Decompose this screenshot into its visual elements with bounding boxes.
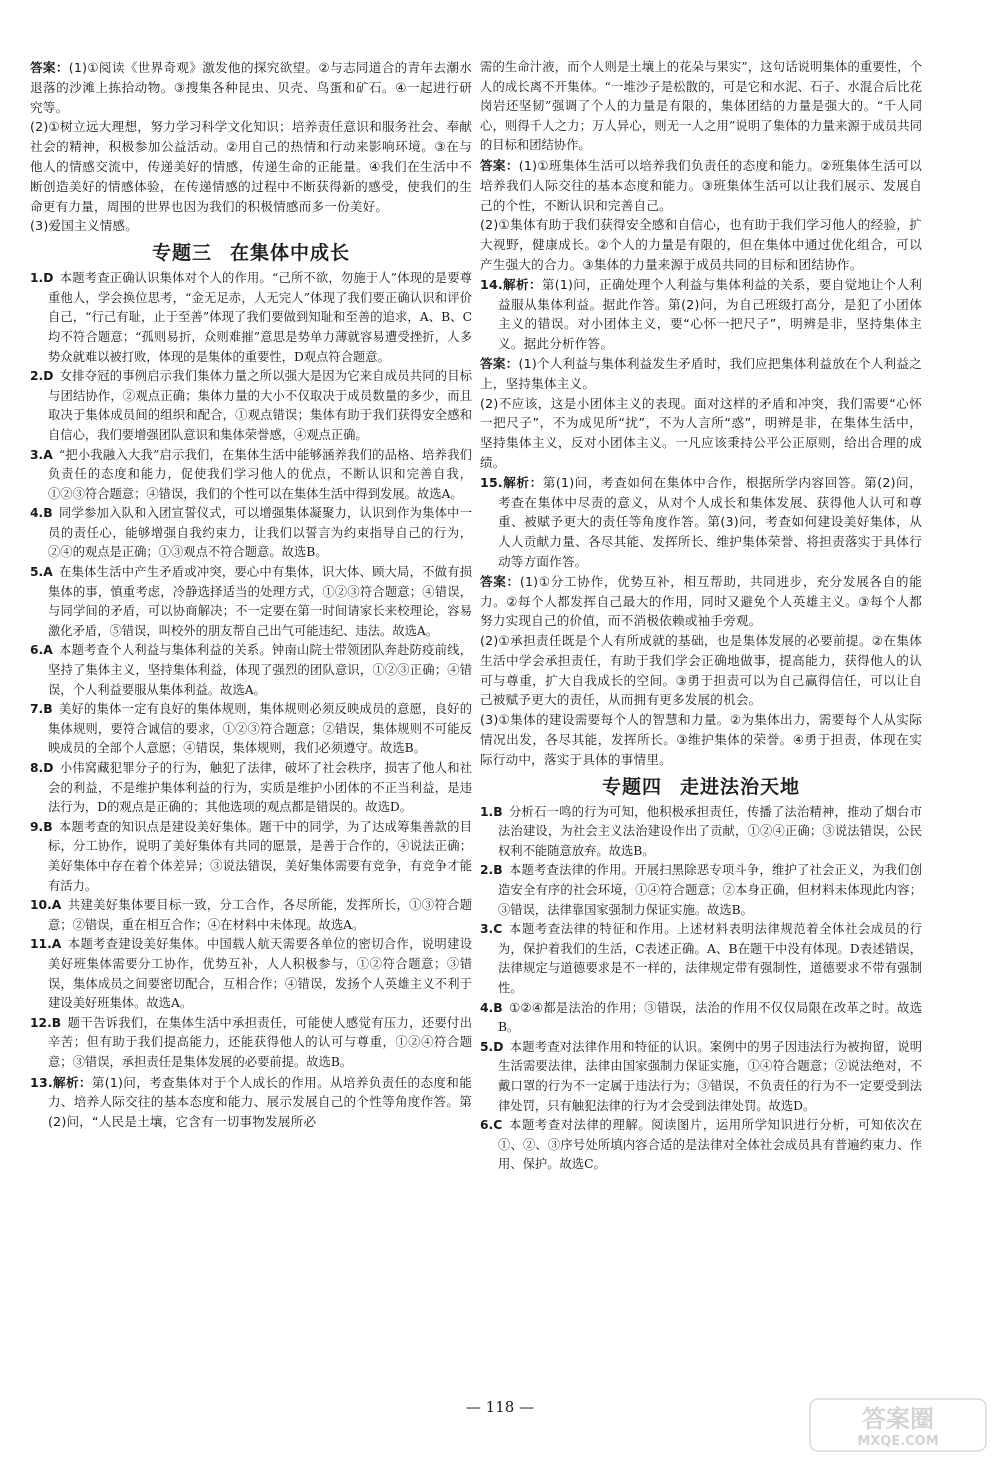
question-number: 1.B <box>480 804 503 819</box>
section-number: 专题四 <box>601 775 662 798</box>
question-number: 15. <box>480 474 503 490</box>
question-number: 5.D <box>480 1039 504 1054</box>
answer-paragraph <box>480 394 922 473</box>
paragraph-text: (3)①集体的建设需要每个人的智慧和力量。②为集体出力，需要每个人从实际情况出发，各尽其能，发挥所长。③维护集体的荣誉。④勇于担责，体现在实际行动中，落实于具体的事情里。 <box>480 712 922 767</box>
answer-paragraph <box>480 572 922 631</box>
question-item <box>480 1116 922 1175</box>
page-body <box>30 58 980 1398</box>
paragraph-text: 本题考查个人利益与集体利益的关系。钟南山院士带领团队奔赴防疫前线，坚持了集体主义，坚持集体利益，体现了强烈的团队意识，①②③正确；④错误，个人利益要服从集体利益。故选A。 <box>48 643 472 697</box>
paragraph-text: 在集体生活中产生矛盾或冲突，要心中有集体，识大体、顾大局，不做有损集体的事，慎重考虑，冷静选择适当的处理方式，①②③符合题意；④错误，与同学间的矛盾，可以协商解决；不一定要在第一时间请家长来校理论，容易激化矛盾，⑤错误，叫校外的朋友帮自己出气可能违纪、违法。故选A。 <box>48 565 472 638</box>
question-item <box>30 563 472 641</box>
question-item <box>30 367 472 445</box>
left-column <box>30 58 472 1132</box>
question-number: 1.D <box>30 271 54 286</box>
section-title: 在集体中成长 <box>230 242 351 265</box>
paragraph-text: (1)①班集体生活可以培养我们负责任的态度和能力。②班集体生活可以培养我们人际交往的基本态度和能力。③班集体生活可以让我们展示、发展自己的个性，不断认识和完善自己。 <box>480 157 922 213</box>
answer-paragraph <box>480 156 922 215</box>
paragraph-text: (1)个人利益与集体利益发生矛盾时，我们应把集体利益放在个人利益之上，坚持集体主义。 <box>480 355 922 391</box>
section-heading <box>30 238 472 268</box>
answer-paragraph <box>480 631 922 710</box>
question-number: 9.B <box>30 819 53 834</box>
answer-paragraph <box>480 215 922 274</box>
question-number: 6.C <box>480 1118 503 1133</box>
question-item <box>480 999 922 1038</box>
question-item <box>30 446 472 505</box>
paragraph-text: (2)不应该，这是小团体主义的表现。面对这样的矛盾和冲突，我们需要“心怀一把尺子”，不为成见所“扰”，不为人言所“惑”，明辨是非，在集体生活中，坚持集体主义，反对小团体主义。一凡应该秉持公平公正原则，给出合理的成绩。 <box>480 395 922 470</box>
paragraph-text: 美好的集体一定有良好的集体规则，集体规则必须反映成员的意愿，良好的集体规则，要符合诚信的要求，①②③符合题意；②错误，集体规则不可能反映成员的全部个人意愿；④错误，集体规则，我们必须遵守。故选B。 <box>48 702 472 756</box>
paragraph-text: 女排夺冠的事例启示我们集体力量之所以强大是因为它来自成员共同的目标与团结协作，②观点正确；集体力量的大小不仅取决于成员数量的多少，而且取决于集体成员间的组织和配合，①观点错误；集体有助于我们获得安全感和自信心，我们要增强团队意识和集体荣誉感，④观点正确。 <box>48 369 472 442</box>
question-item <box>480 473 922 572</box>
paragraph-text: 需的生命汁液，而个人则是土壤上的花朵与果实”，这句话说明集体的重要性，个人的成长离不开集体。“一堆沙子是松散的，可是它和水泥、石子、水混合后比花岗岩还坚韧”强调了个人的力量是有限的，集体团结的力量是强大的。“千人同心，则得千人之力；万人异心，则无一人之用”说明了集体的力量来源于成员共同的目标和团结协作。 <box>480 60 922 153</box>
question-number: 13. <box>30 1074 53 1090</box>
question-item <box>30 818 472 896</box>
question-number: 8.D <box>30 761 54 776</box>
question-item <box>480 861 922 920</box>
answer-label: 答案： <box>480 157 519 173</box>
question-item <box>30 1014 472 1073</box>
answer-label: 答案： <box>480 573 520 589</box>
answer-label: 解析： <box>502 276 542 292</box>
paragraph-text: 同学参加入队和入团宣誓仪式，可以增强集体凝聚力，认识到作为集体中一员的责任心，能够增强自我约束力，让我们以誓言为约束指导自己的行为，②④的观点是正确；①③观点不符合题意。故选B。 <box>48 506 472 560</box>
answer-paragraph <box>30 58 472 117</box>
paragraph-text: 第(1)问，考查如何在集体中合作，根据所学内容回答。第(2)问，考查在集体中尽责的意义，从对个人成长和集体发展、获得他人认可和尊重、被赋予更大的责任等角度作答。第(3)问，考查如何建设美好集体，从人人贡献力量、各尽其能、发挥所长、维护集体荣誉、将担责落实于具体行动等方面作答。 <box>498 474 922 569</box>
question-item <box>30 269 472 367</box>
paragraph-text: 本题考查正确认识集体对个人的作用。“己所不欲，勿施于人”体现的是要尊重他人，学会换位思考，“金无足赤，人无完人”体现了我们要正确认识和评价自己，“行己有耻，止于至善”体现了我们要做到知耻和至善的追求，A、B、C均不符合题意；“孤则易折，众则难摧”意思是势单力薄就容易遭受挫折，人多势众就难以被打败，体现的是集体的重要性，D观点符合题意。 <box>48 271 472 364</box>
paragraph-text: ①②④都是法治的作用；③错误，法治的作用不仅仅局限在改革之时。故选B。 <box>498 1000 922 1035</box>
answer-label: 解析： <box>502 474 543 490</box>
question-number: 3.C <box>480 922 503 937</box>
question-number: 14. <box>480 276 503 292</box>
answer-label: 答案： <box>480 355 519 371</box>
paragraph-text: 本题考查法律的作用。开展扫黑除恶专项斗争，维护了社会正义，为我们创造安全有序的社会环境，①④符合题意；②本身正确，但材料未体现此内容；③错误，法律靠国家强制力保证实施。故选B。 <box>498 863 922 917</box>
question-item <box>30 759 472 818</box>
paragraph-text: 第(1)问，考查集体对于个人成长的作用。从培养负责任的态度和能力、培养人际交往的基本态度和能力、展示发展自己的个性等角度作答。第(2)问，“人民是土壤，它含有一切事物发展所必 <box>48 1074 472 1130</box>
question-number: 2.B <box>480 863 503 878</box>
watermark-logo <box>808 1395 988 1455</box>
answer-paragraph <box>30 216 472 236</box>
paragraph-text: 分析石一鸣的行为可知，他积极承担责任，传播了法治精神，推动了烟台市法治建设，为社会主义法治建设作出了贡献，①②④正确；③说法错误，公民权利不能随意放弃。故选B。 <box>498 804 922 858</box>
paragraph-text: 本题考查对法律的理解。阅读图片，运用所学知识进行分析，可知依次在①、②、③序号处所填内容合适的是法律对全体社会成员具有普遍约束力、作用、保护。故选C。 <box>498 1118 922 1172</box>
question-item <box>30 1073 472 1132</box>
paragraph-text: (2)①承担责任既是个人有所成就的基础，也是集体发展的必要前提。②在集体生活中学会承担责任，有助于我们学会正确地做事，提高能力，获得他人的认可与尊重，扩大自我成长的空间。③勇于担责可以为自己赢得信任，可以让自己被赋予更大的责任，从而拥有更多发展的机会。 <box>480 633 922 708</box>
question-number: 7.B <box>30 702 53 717</box>
question-item <box>30 935 472 1013</box>
section-title: 走进法治天地 <box>680 775 801 798</box>
question-item <box>480 803 922 862</box>
answer-paragraph <box>30 117 472 216</box>
question-number: 4.B <box>480 1000 503 1015</box>
question-item <box>480 1038 922 1116</box>
paragraph-text: (2)①树立远大理想，努力学习科学文化知识；培养责任意识和服务社会、奉献社会的精神，积极参加公益活动。②用自己的热情和行动来影响环境。③在与他人的情感交流中，传递美好的情感，传递生命的正能量。④我们在生活中不断创造美好的情感体验，在传递情感的过程中不断获得新的感受，使我们的生命更有力量，周围的世界也因为我们的积极情感而多一份美好。 <box>30 119 472 214</box>
paragraph-text: 本题考查的知识点是建设美好集体。题干中的同学，为了达成筹集善款的目标，分工协作，说明了美好集体有共同的愿景，是善于合作的，④说法正确；美好集体中存在着个体差异；③说法错误，美好集体需要有竞争，有竞争才能有活力。 <box>48 819 472 893</box>
paragraph-text: 小伟窝藏犯罪分子的行为，触犯了法律，破坏了社会秩序，损害了他人和社会的利益，不是维护集体利益的行为，实质是维护小团体的不正当利益，是违法行为，D的观点是正确的；其他选项的观点都是错误的。故选D。 <box>48 761 472 815</box>
section-heading <box>480 772 922 802</box>
watermark-title: 答案圈 <box>862 1405 934 1433</box>
question-number: 5.A <box>30 565 53 580</box>
paragraph-text: (1)①分工协作，优势互补，相互帮助，共同进步，充分发展各自的能力。②每个人都发挥自己最大的作用，同时又避免个人英雄主义。③每个人都努力实现自己的价值，而不消极依赖或袖手旁观。 <box>480 573 923 629</box>
answer-paragraph <box>480 710 922 769</box>
paragraph-text: “把小我融入大我”启示我们，在集体生活中能够涵养我们的品格、培养我们负责任的态度和能力，促使我们学习他人的优点，不断认识和完善自我，①②③符合题意；④错误，我们的个性可以在集体生活中得到发展。故选A。 <box>48 447 472 501</box>
explanation-paragraph <box>480 58 922 156</box>
paragraph-text: 第(1)问，正确处理个人利益与集体利益的关系，要自觉地让个人利益服从集体利益。据此作答。第(2)问，为自己班级打高分，是犯了小团体主义的错误。对小团体主义，要“心怀一把尺子”，明辨是非，坚持集体主义。据此分析作答。 <box>498 276 922 352</box>
answer-label: 解析： <box>52 1074 92 1090</box>
answer-label: 答案： <box>30 60 69 75</box>
question-number: 6.A <box>30 643 53 658</box>
question-item <box>30 641 472 700</box>
paragraph-text: 本题考查建设美好集体。中国载人航天需要各单位的密切合作，说明建设美好班集体需要分工协作，优势互补，人人积极参与，①②符合题意；③错误，集体成员之间要密切配合，互相合作；④错误，发扬个人英雄主义不利于建设美好班集体。故选A。 <box>48 937 472 1011</box>
paragraph-text: 本题考查法律的特征和作用。上述材料表明法律规范着全体社会成员的行为，保护着我们的生活，C表述正确。A、B在题干中没有体现。D表述错误，法律规定与道德要求是不一样的，法律规定带有强制性，道德要求不带有强制性。 <box>498 922 922 996</box>
page-number: — 118 — <box>465 1398 535 1416</box>
section-number: 专题三 <box>151 242 212 265</box>
question-number: 10.A <box>30 898 62 913</box>
watermark-url: MXQE.COM <box>857 1434 939 1449</box>
paragraph-text: (3)爱国主义情感。 <box>30 218 138 234</box>
question-number: 3.A <box>30 447 53 462</box>
right-column <box>480 58 922 1175</box>
question-item <box>30 700 472 759</box>
question-number: 4.B <box>30 506 53 521</box>
paragraph-text: 本题考查对法律作用和特征的认识。案例中的男子因违法行为被拘留，说明生活需要法律，法律由国家强制力保证实施，①④符合题意；②说法绝对，不戴口罩的行为不一定属于违法行为；③错误，不负责任的行为不一定要受到法律处罚，只有触犯法律的行为才会受到法律处罚。故选D。 <box>498 1039 922 1113</box>
paragraph-text: 题干告诉我们，在集体生活中承担责任，可能使人感觉有压力，还要付出辛苦；但有助于我们提高能力，还能获得他人的认可与尊重，①②④符合题意；③错误，承担责任是集体发展的必要前提。故选B。 <box>48 1015 472 1069</box>
question-item <box>30 504 472 563</box>
question-number: 11.A <box>30 937 62 952</box>
question-number: 12.B <box>30 1015 62 1030</box>
answer-paragraph <box>480 354 922 394</box>
question-item <box>480 920 922 998</box>
question-item <box>30 896 472 935</box>
paragraph-text: (1)①阅读《世界奇观》激发他的探究欲望。②与志同道合的青年去潮水退落的沙滩上拣拾动物。③搜集各种昆虫、贝壳、鸟蛋和矿石。④一起进行研究等。 <box>30 60 472 115</box>
question-item <box>480 275 922 354</box>
paragraph-text: (2)①集体有助于我们获得安全感和自信心，也有助于我们学习他人的经验，扩大视野，健康成长。②个人的力量是有限的，但在集体中通过优化组合，可以产生强大的合力。③集体的力量来源于成员共同的目标和团结协作。 <box>480 217 922 272</box>
paragraph-text: 共建美好集体要目标一致，分工合作，各尽所能，发挥所长，①③符合题意；②错误，重在相互合作；④在材料中未体现。故选A。 <box>48 898 472 932</box>
question-number: 2.D <box>30 369 54 384</box>
